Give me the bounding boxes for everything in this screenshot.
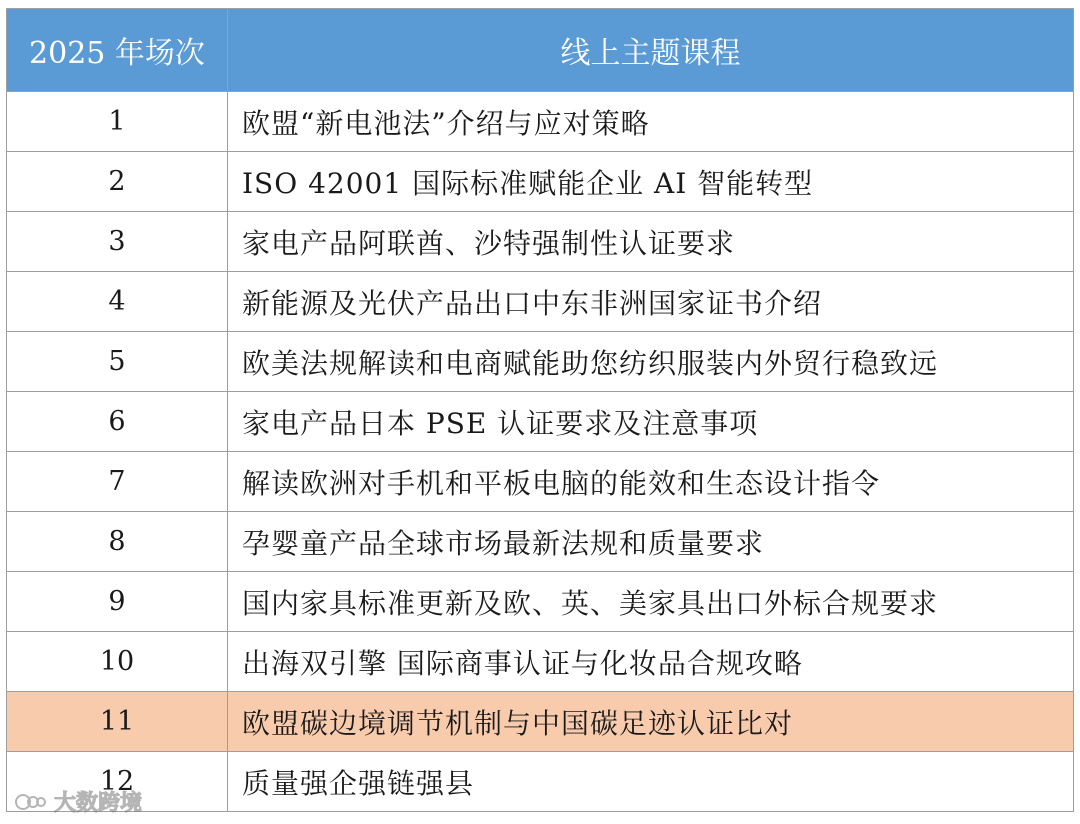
table-row <box>7 572 1074 632</box>
table-row <box>7 752 1074 812</box>
course-title: 欧盟碳边境调节机制与中国碳足迹认证比对 <box>228 692 1074 752</box>
watermark <box>14 786 142 817</box>
course-title: 欧美法规解读和电商赋能助您纺织服装内外贸行稳致远 <box>228 332 1074 392</box>
course-title: 解读欧洲对手机和平板电脑的能效和生态设计指令 <box>228 452 1074 512</box>
course-title: 孕婴童产品全球市场最新法规和质量要求 <box>228 512 1074 572</box>
table-row-highlighted <box>7 692 1074 752</box>
table-row <box>7 152 1074 212</box>
session-number: 11 <box>7 692 228 752</box>
session-number: 9 <box>7 572 228 632</box>
header-session: 2025 年场次 <box>7 9 228 92</box>
table-row <box>7 92 1074 152</box>
session-number: 8 <box>7 512 228 572</box>
course-title: 家电产品日本 PSE 认证要求及注意事项 <box>228 392 1074 452</box>
session-number: 3 <box>7 212 228 272</box>
session-number: 1 <box>7 92 228 152</box>
session-number: 7 <box>7 452 228 512</box>
header-course: 线上主题课程 <box>228 9 1074 92</box>
session-number: 12 <box>7 752 228 812</box>
course-table-container <box>6 8 1073 812</box>
table-body <box>7 92 1074 812</box>
watermark-text: 大数跨境 <box>54 791 143 816</box>
session-number: 5 <box>7 332 228 392</box>
table-row <box>7 332 1074 392</box>
session-number: 2 <box>7 152 228 212</box>
course-title: 质量强企强链强县 <box>228 752 1074 812</box>
table-row <box>7 452 1074 512</box>
course-title: 新能源及光伏产品出口中东非洲国家证书介绍 <box>228 272 1074 332</box>
course-title: 出海双引擎 国际商事认证与化妆品合规攻略 <box>228 632 1074 692</box>
session-number: 6 <box>7 392 228 452</box>
table-row <box>7 272 1074 332</box>
course-title: 欧盟“新电池法”介绍与应对策略 <box>228 92 1074 152</box>
course-title: ISO 42001 国际标准赋能企业 AI 智能转型 <box>228 152 1074 212</box>
table-row <box>7 632 1074 692</box>
table-header-row <box>7 9 1074 92</box>
table-row <box>7 392 1074 452</box>
course-table <box>6 8 1074 812</box>
course-title: 国内家具标准更新及欧、英、美家具出口外标合规要求 <box>228 572 1074 632</box>
table-row <box>7 512 1074 572</box>
course-title: 家电产品阿联酋、沙特强制性认证要求 <box>228 212 1074 272</box>
session-number: 4 <box>7 272 228 332</box>
table-row <box>7 212 1074 272</box>
session-number: 10 <box>7 632 228 692</box>
watermark-logo-icon <box>14 790 48 814</box>
